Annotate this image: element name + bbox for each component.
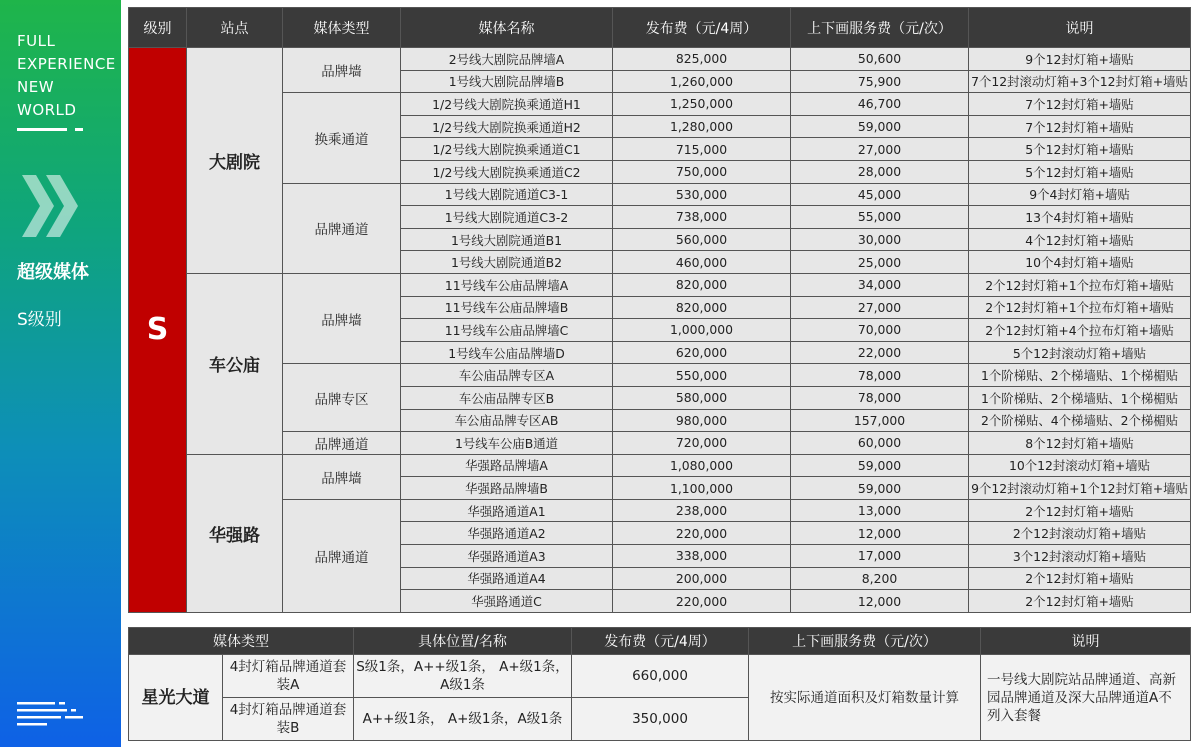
media-name-cell: 车公庙品牌专区B (401, 386, 613, 409)
publish-fee-cell: 560,000 (613, 228, 791, 251)
table-body (129, 48, 1191, 613)
service-fee-cell: 45,000 (791, 183, 969, 206)
tagline-underline (17, 128, 67, 131)
col-header: 站点 (187, 8, 283, 48)
media-name-cell: 华强路通道A3 (401, 545, 613, 568)
media-name-cell: 1/2号线大剧院换乘通道C1 (401, 138, 613, 161)
table-row (129, 454, 1191, 477)
segment-cell: 星光大道 (129, 655, 223, 741)
description-cell: 2个阶梯贴、4个梯墙贴、2个梯楣贴 (969, 409, 1191, 432)
col-header: 说明 (981, 628, 1191, 655)
service-fee-cell: 12,000 (791, 590, 969, 613)
description-cell: 7个12封灯箱+墙贴 (969, 115, 1191, 138)
level-cell: S (129, 48, 187, 613)
col-header: 级别 (129, 8, 187, 48)
publish-fee-cell: 715,000 (613, 138, 791, 161)
media-name-cell: 11号线车公庙品牌墙C (401, 319, 613, 342)
table-header-row (129, 628, 1191, 655)
description-cell: 7个12封滚动灯箱+3个12封灯箱+墙贴 (969, 70, 1191, 93)
media-type-cell: 换乘通道 (283, 93, 401, 183)
table-header-row (129, 8, 1191, 48)
service-fee-cell: 25,000 (791, 251, 969, 274)
media-name-cell: 1/2号线大剧院换乘通道C2 (401, 160, 613, 183)
service-fee-cell: 70,000 (791, 319, 969, 342)
media-name-cell: 华强路通道A1 (401, 499, 613, 522)
publish-fee-cell: 238,000 (613, 499, 791, 522)
sidebar-title: 超级媒体 (17, 262, 89, 283)
table-row (129, 364, 1191, 387)
service-fee-cell: 27,000 (791, 296, 969, 319)
media-name-cell: 车公庙品牌专区A (401, 364, 613, 387)
media-name-cell: 1号线大剧院通道C3-2 (401, 206, 613, 229)
tagline-underline-dash (75, 128, 83, 131)
tagline (17, 30, 116, 122)
note-cell: 一号线大剧院站品牌通道、高新园品牌通道及深大品牌通道A不列入套餐 (981, 655, 1191, 741)
media-type-cell: 品牌专区 (283, 364, 401, 432)
description-cell: 5个12封灯箱+墙贴 (969, 138, 1191, 161)
package-location: S级1条，A++级1条， A+级1条，A级1条 (354, 655, 572, 698)
media-name-cell: 2号线大剧院品牌墙A (401, 48, 613, 71)
col-header: 说明 (969, 8, 1191, 48)
media-name-cell: 1号线车公庙B通道 (401, 432, 613, 455)
media-type-cell: 品牌通道 (283, 499, 401, 612)
description-cell: 2个12封滚动灯箱+墙贴 (969, 522, 1191, 545)
col-header: 发布费（元/4周） (572, 628, 749, 655)
description-cell: 2个12封灯箱+1个拉布灯箱+墙贴 (969, 296, 1191, 319)
publish-fee-cell: 738,000 (613, 206, 791, 229)
media-name-cell: 车公庙品牌专区AB (401, 409, 613, 432)
col-header: 媒体类型 (129, 628, 354, 655)
media-name-cell: 华强路通道A2 (401, 522, 613, 545)
service-fee-cell: 8,200 (791, 567, 969, 590)
description-cell: 4个12封灯箱+墙贴 (969, 228, 1191, 251)
publish-fee-cell: 1,250,000 (613, 93, 791, 116)
description-cell: 2个12封灯箱+墙贴 (969, 590, 1191, 613)
service-fee-cell: 59,000 (791, 115, 969, 138)
table-row (129, 93, 1191, 116)
description-cell: 5个12封灯箱+墙贴 (969, 160, 1191, 183)
description-cell: 10个4封灯箱+墙贴 (969, 251, 1191, 274)
publish-fee-cell: 1,280,000 (613, 115, 791, 138)
description-cell: 9个12封灯箱+墙贴 (969, 48, 1191, 71)
media-name-cell: 1/2号线大剧院换乘通道H2 (401, 115, 613, 138)
tagline-line: WORLD (17, 101, 77, 119)
table-row (129, 273, 1191, 296)
station-cell: 华强路 (187, 454, 283, 612)
publish-fee-cell: 220,000 (613, 522, 791, 545)
service-fee-cell: 34,000 (791, 273, 969, 296)
description-cell: 3个12封滚动灯箱+墙贴 (969, 545, 1191, 568)
media-type-cell: 品牌墙 (283, 273, 401, 363)
description-cell: 9个4封灯箱+墙贴 (969, 183, 1191, 206)
publish-fee-cell: 1,000,000 (613, 319, 791, 342)
table-row (129, 48, 1191, 71)
publish-fee-cell: 580,000 (613, 386, 791, 409)
col-header: 媒体类型 (283, 8, 401, 48)
description-cell: 1个阶梯贴、2个梯墙贴、1个梯楣贴 (969, 364, 1191, 387)
publish-fee-cell: 720,000 (613, 432, 791, 455)
publish-fee-cell: 460,000 (613, 251, 791, 274)
media-name-cell: 华强路通道C (401, 590, 613, 613)
package-name: 4封灯箱品牌通道套装A (223, 655, 354, 698)
service-fee-cell: 12,000 (791, 522, 969, 545)
media-name-cell: 华强路通道A4 (401, 567, 613, 590)
publish-fee-cell: 1,260,000 (613, 70, 791, 93)
description-cell: 2个12封灯箱+墙贴 (969, 567, 1191, 590)
service-fee-cell: 46,700 (791, 93, 969, 116)
description-cell: 13个4封灯箱+墙贴 (969, 206, 1191, 229)
media-name-cell: 华强路品牌墙B (401, 477, 613, 500)
description-cell: 10个12封滚动灯箱+墙贴 (969, 454, 1191, 477)
publish-fee-cell: 200,000 (613, 567, 791, 590)
service-fee-cell: 78,000 (791, 386, 969, 409)
media-name-cell: 1/2号线大剧院换乘通道H1 (401, 93, 613, 116)
publish-fee-cell: 1,080,000 (613, 454, 791, 477)
service-fee-cell: 28,000 (791, 160, 969, 183)
service-fee-cell: 27,000 (791, 138, 969, 161)
description-cell: 1个阶梯贴、2个梯墙贴、1个梯楣贴 (969, 386, 1191, 409)
table-row (129, 183, 1191, 206)
col-header: 发布费（元/4周） (613, 8, 791, 48)
tagline-line: NEW (17, 78, 55, 96)
speed-lines-icon (17, 700, 87, 726)
service-fee-cell: 17,000 (791, 545, 969, 568)
media-name-cell: 华强路品牌墙A (401, 454, 613, 477)
col-header: 媒体名称 (401, 8, 613, 48)
package-table (128, 627, 1191, 741)
service-fee-cell: 50,600 (791, 48, 969, 71)
col-header: 上下画服务费（元/次） (749, 628, 981, 655)
service-fee-cell: 75,900 (791, 70, 969, 93)
publish-fee-cell: 825,000 (613, 48, 791, 71)
service-fee-cell: 59,000 (791, 454, 969, 477)
service-fee-cell: 55,000 (791, 206, 969, 229)
media-name-cell: 11号线车公庙品牌墙A (401, 273, 613, 296)
description-cell: 2个12封灯箱+1个拉布灯箱+墙贴 (969, 273, 1191, 296)
service-fee-cell: 157,000 (791, 409, 969, 432)
tagline-line: EXPERIENCE (17, 55, 116, 73)
package-fee: 660,000 (572, 655, 749, 698)
publish-fee-cell: 220,000 (613, 590, 791, 613)
service-fee-cell: 13,000 (791, 499, 969, 522)
publish-fee-cell: 1,100,000 (613, 477, 791, 500)
service-fee-cell: 59,000 (791, 477, 969, 500)
media-name-cell: 1号线大剧院品牌墙B (401, 70, 613, 93)
publish-fee-cell: 820,000 (613, 296, 791, 319)
media-name-cell: 11号线车公庙品牌墙B (401, 296, 613, 319)
service-fee-cell: 30,000 (791, 228, 969, 251)
package-name: 4封灯箱品牌通道套装B (223, 698, 354, 741)
description-cell: 9个12封滚动灯箱+1个12封灯箱+墙贴 (969, 477, 1191, 500)
publish-fee-cell: 980,000 (613, 409, 791, 432)
publish-fee-cell: 750,000 (613, 160, 791, 183)
s-level-media-table (128, 7, 1191, 613)
table-row (129, 499, 1191, 522)
publish-fee-cell: 530,000 (613, 183, 791, 206)
media-name-cell: 1号线大剧院通道C3-1 (401, 183, 613, 206)
sidebar-subtitle: S级别 (17, 310, 62, 330)
service-fee-cell: 78,000 (791, 364, 969, 387)
table-row (129, 432, 1191, 455)
publish-fee-cell: 820,000 (613, 273, 791, 296)
package-location: A++级1条， A+级1条，A级1条 (354, 698, 572, 741)
description-cell: 8个12封灯箱+墙贴 (969, 432, 1191, 455)
table-row (129, 655, 1191, 698)
media-name-cell: 1号线车公庙品牌墙D (401, 341, 613, 364)
description-cell: 5个12封滚动灯箱+墙贴 (969, 341, 1191, 364)
station-cell: 车公庙 (187, 273, 283, 454)
sidebar (0, 0, 121, 747)
media-name-cell: 1号线大剧院通道B2 (401, 251, 613, 274)
package-fee: 350,000 (572, 698, 749, 741)
double-chevron-icon (22, 175, 80, 237)
description-cell: 2个12封灯箱+墙贴 (969, 499, 1191, 522)
media-type-cell: 品牌通道 (283, 183, 401, 273)
tagline-line: FULL (17, 32, 56, 50)
col-header: 上下画服务费（元/次） (791, 8, 969, 48)
publish-fee-cell: 550,000 (613, 364, 791, 387)
service-fee-cell: 按实际通道面积及灯箱数量计算 (749, 655, 981, 741)
media-type-cell: 品牌通道 (283, 432, 401, 455)
media-type-cell: 品牌墙 (283, 48, 401, 93)
service-fee-cell: 22,000 (791, 341, 969, 364)
publish-fee-cell: 620,000 (613, 341, 791, 364)
media-name-cell: 1号线大剧院通道B1 (401, 228, 613, 251)
description-cell: 7个12封灯箱+墙贴 (969, 93, 1191, 116)
service-fee-cell: 60,000 (791, 432, 969, 455)
station-cell: 大剧院 (187, 48, 283, 274)
publish-fee-cell: 338,000 (613, 545, 791, 568)
media-type-cell: 品牌墙 (283, 454, 401, 499)
description-cell: 2个12封灯箱+4个拉布灯箱+墙贴 (969, 319, 1191, 342)
col-header: 具体位置/名称 (354, 628, 572, 655)
